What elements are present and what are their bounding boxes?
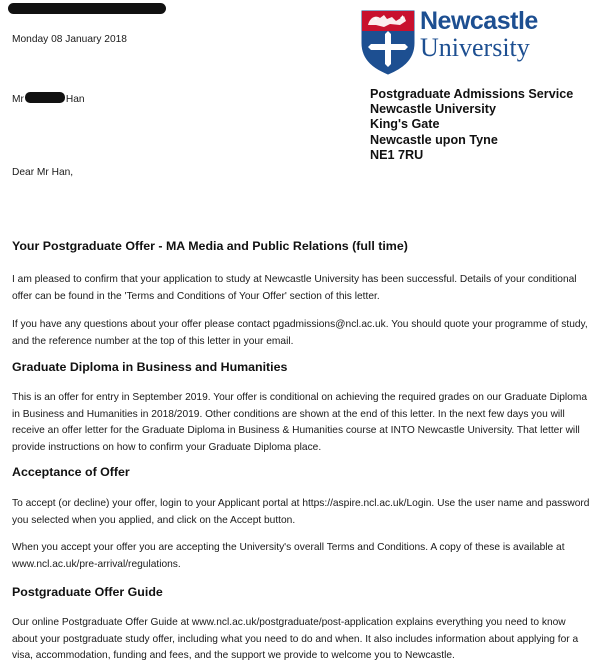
university-logo <box>360 9 560 75</box>
recipient-suffix: Han <box>65 94 85 105</box>
section-heading-graduate-diploma: Graduate Diploma in Business and Humanities <box>12 360 288 374</box>
intro-paragraph: I am pleased to confirm that your application to study at Newcastle University has been successful. Details of your conditional offer can be found in the 'Terms and Conditions of Your Offer' section of this letter. <box>12 274 577 302</box>
offer-title: Your Postgraduate Offer - MA Media and Public Relations (full time) <box>12 239 408 253</box>
graduate-diploma-paragraph: This is an offer for entry in September 2019. Your offer is conditional on achieving the required grades on our Graduate Diploma in Business and Humanities in 2018/2019. Other conditions are shown at the end of this letter. In the next few days you will receive an offer letter for the Graduate Diploma in Business & Humanities course at INTO Newcastle University. That letter will provide instructions on how to confirm your Graduate Diploma place. <box>12 392 587 453</box>
acceptance-paragraph: To accept (or decline) your offer, login to your Applicant portal at https://aspire.ncl.ac.uk/Login. Use the user name and password you selected when you applied, and click on the Accept button. <box>12 498 590 526</box>
address-line: Postgraduate Admissions Service <box>370 87 574 101</box>
recipient-name <box>12 92 85 107</box>
address-line: NE1 7RU <box>370 147 424 162</box>
offer-guide-paragraph: Our online Postgraduate Offer Guide at www.ncl.ac.uk/postgraduate/post-application explains everything you need to know about your postgraduate study offer, including what you need to do and when. It also includes information about applying for a visa, accommodation, funding and fees, and the support we provide to welcome you to Newcastle. <box>12 617 579 661</box>
redacted-reference <box>8 3 166 14</box>
contact-paragraph: If you have any questions about your offer please contact pgadmissions@ncl.ac.uk. You should quote your programme of study, and the reference number at the top of this letter in your email. <box>12 319 588 347</box>
crest-icon <box>360 9 416 75</box>
logo-line-university: University <box>420 33 530 62</box>
address-line: Newcastle University <box>370 102 496 117</box>
address-line: King's Gate <box>370 117 440 132</box>
admissions-address <box>370 87 573 163</box>
letter-date: Monday 08 January 2018 <box>12 34 127 45</box>
section-heading-acceptance: Acceptance of Offer <box>12 465 130 479</box>
redacted-name <box>25 92 65 103</box>
salutation: Dear Mr Han, <box>12 167 74 178</box>
terms-paragraph: When you accept your offer you are accepting the University's overall Terms and Conditions. A copy of these is available at www.ncl.ac.uk/pre-arrival/regulations. <box>12 542 565 570</box>
section-heading-offer-guide: Postgraduate Offer Guide <box>12 585 163 599</box>
logo-line-newcastle: Newcastle <box>420 7 538 35</box>
address-line: Newcastle upon Tyne <box>370 132 498 147</box>
recipient-prefix: Mr <box>12 94 24 105</box>
